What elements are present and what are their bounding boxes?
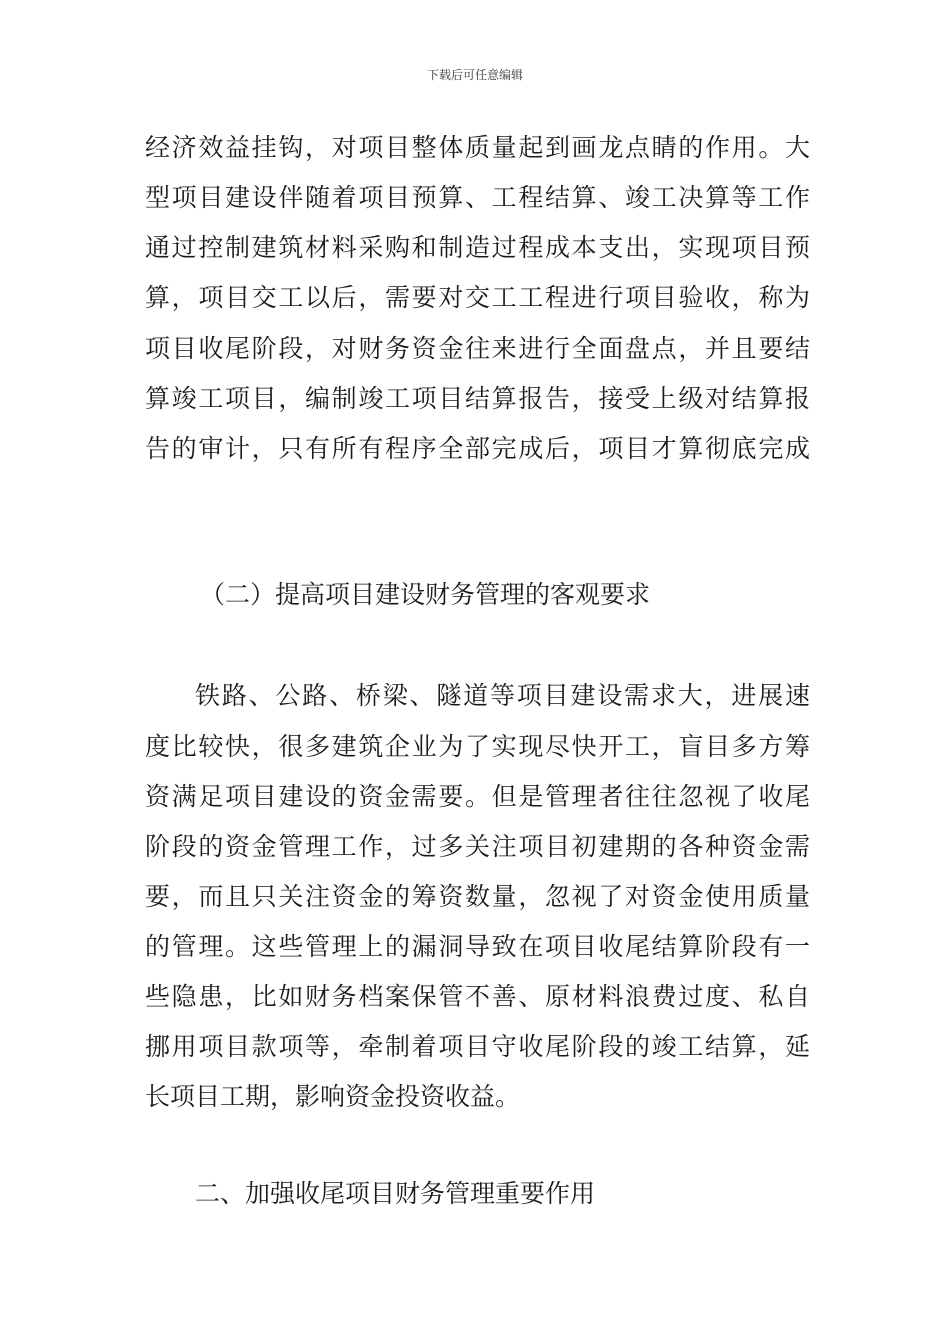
paragraph-line: 些隐患，比如财务档案保管不善、原材料浪费过度、私自 bbox=[145, 982, 810, 1011]
paragraph-line: 的管理。这些管理上的漏洞导致在项目收尾结算阶段有一 bbox=[145, 932, 810, 961]
paragraph-line: 阶段的资金管理工作，过多关注项目初建期的各种资金需 bbox=[145, 832, 810, 861]
paragraph-line: 挪用项目款项等，牵制着项目守收尾阶段的竣工结算，延 bbox=[145, 1032, 810, 1061]
header-note: 下载后可任意编辑 bbox=[426, 68, 523, 82]
paragraph-line: 度比较快，很多建筑企业为了实现尽快开工，盲目多方筹 bbox=[145, 732, 810, 761]
paragraph-line: 经济效益挂钩，对项目整体质量起到画龙点睛的作用。大 bbox=[145, 133, 810, 162]
paragraph-line: 项目收尾阶段，对财务资金往来进行全面盘点，并且要结 bbox=[145, 334, 810, 363]
section-heading: 二、加强收尾项目财务管理重要作用 bbox=[195, 1179, 596, 1208]
paragraph-line: 铁路、公路、桥梁、隧道等项目建设需求大，进展速 bbox=[195, 681, 810, 710]
paragraph-line: 算竣工项目，编制竣工项目结算报告，接受上级对结算报 bbox=[145, 384, 810, 413]
paragraph-line: 资满足项目建设的资金需要。但是管理者往往忽视了收尾 bbox=[145, 782, 810, 811]
paragraph-line: 型项目建设伴随着项目预算、工程结算、竣工决算等工作 bbox=[145, 183, 810, 212]
paragraph-line: 算，项目交工以后，需要对交工工程进行项目验收，称为 bbox=[145, 283, 810, 312]
section-heading: （二）提高项目建设财务管理的客观要求 bbox=[200, 580, 651, 609]
paragraph-line: 通过控制建筑材料采购和制造过程成本支出，实现项目预 bbox=[145, 233, 810, 262]
paragraph-line: 告的审计，只有所有程序全部完成后，项目才算彻底完成 bbox=[145, 434, 810, 463]
paragraph-line: 要，而且只关注资金的筹资数量，忽视了对资金使用质量 bbox=[145, 882, 810, 911]
paragraph-line: 长项目工期，影响资金投资收益。 bbox=[145, 1082, 521, 1111]
